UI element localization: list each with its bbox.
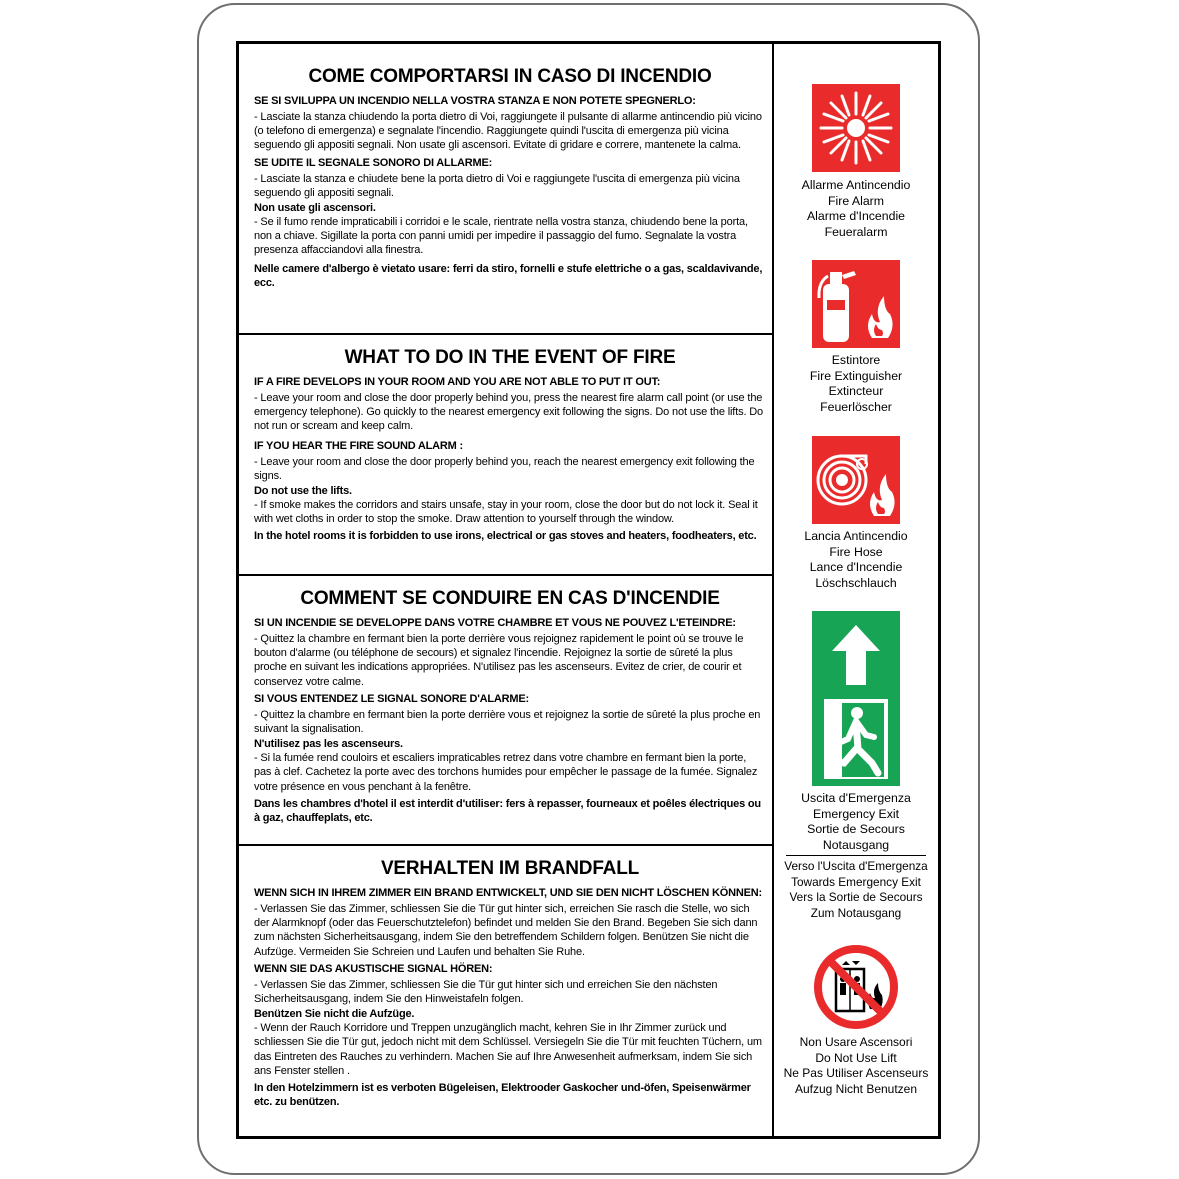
warning-text: In the hotel rooms it is forbidden to use irons, electrical or gas stoves and heaters, foodheaters, etc. <box>254 530 757 543</box>
caption-line: Notausgang <box>822 837 890 852</box>
caption-line: Allarme Antincendio <box>801 178 911 192</box>
instruction-text: - Lasciate la stanza e chiudete bene la porta dietro di Voi e raggiungete l'uscita di emergenza più vicina seguendo gli appositi segnali. <box>254 172 740 199</box>
caption-line: Estintore <box>831 353 881 367</box>
section-title: COME COMPORTARSI IN CASO DI INCENDIO <box>308 66 712 87</box>
caption-line: Feueralarm <box>824 224 888 239</box>
section-english <box>239 333 772 574</box>
warning-text: Nelle camere d'albergo è vietato usare: ferri da stiro, fornelli e stufe elettriche o a gas, scaldavivande, ecc. <box>254 262 763 289</box>
section-heading: WENN SICH IN IHREM ZIMMER EIN BRAND ENTWICKELT, UND SIE DEN NICHT LÖSCHEN KÖNNEN: <box>254 887 762 899</box>
caption-line: Do Not Use Lift <box>815 1050 897 1065</box>
caption-line: Lancia Antincendio <box>804 529 908 543</box>
warning-text: In den Hotelzimmern ist es verboten Bügeleisen, Elektrooder Gaskocher und-öfen, Speisenwärmer etc. zu benützen. <box>254 1082 751 1109</box>
instruction-text: - Wenn der Rauch Korridore und Treppen unzugänglich macht, kehren Sie in Ihr Zimmer zurück und schliessen Sie die Tür gut, jedoch nicht mit dem Schlüssel. Versiegeln Sie die Tür mit feuchten Tüchern, um das Eintreten des Rauches zu verhindern. Machen Sie auf Ihre Anwesenheit aufmerksam, indem Sie sich ans Fenster stellen . <box>254 1022 762 1077</box>
section-heading: SI VOUS ENTENDEZ LE SIGNAL SONORE D'ALARME: <box>254 692 529 705</box>
caption-line: Fire Extinguisher <box>809 368 903 383</box>
caption-line: Zum Notausgang <box>810 905 902 920</box>
section-italian <box>239 44 772 333</box>
instruction-text: - Leave your room and close the door properly behind you, press the nearest fire alarm call point (or use the emergency telephone). Go quickly to the nearest emergency exit following the signs. Do not use the lifts. Do not run or scream and keep calm. <box>254 392 764 433</box>
caption-divider <box>786 855 926 856</box>
symbols-column <box>772 44 938 1136</box>
section-title: COMMENT SE CONDUIRE EN CAS D'INCENDIE <box>300 588 720 609</box>
fire-extinguisher-caption <box>774 353 938 415</box>
instruction-text: - Verlassen Sie das Zimmer, schliessen Sie die Tür gut hinter sich und erreichen Sie den nächsten Sicherheitsausgang, indem Sie den Hinweistafeln folgen. <box>254 978 718 1006</box>
caption-line: Emergency Exit <box>812 806 900 821</box>
caption-line: Fire Hose <box>829 544 883 559</box>
caption-line: Löschschlauch <box>815 575 897 590</box>
section-heading: SI UN INCENDIE SE DEVELOPPE DANS VOTRE CHAMBRE ET VOUS NE POUVEZ L'ETEINDRE: <box>254 617 736 629</box>
instruction-text: - Quittez la chambre en fermant bien la porte derrière vous rejoignez rapidement le point où se trouve le bouton d'alarme (ou téléphone de secours) et signalez l'incendie. Rejoignez la sortie de sûreté la plus proche en suivant les indications appropriées. N'utilisez pas les ascenseurs. Evitez de crier, de courir et conservez votre calme. <box>254 633 744 688</box>
caption-line: Sortie de Secours <box>807 822 905 837</box>
exit-direction-caption <box>774 859 938 921</box>
warning-text: N'utilisez pas les ascenseurs. <box>254 738 403 751</box>
fire-hose-icon <box>812 436 900 524</box>
fire-alarm-icon <box>812 84 900 172</box>
instruction-text: - Verlassen Sie das Zimmer, schliessen Sie die Tür gut hinter sich, erreichen Sie rasch die Stelle, wo sich der Alarmknopf (oder das Feuerschutztelefon) befindet und melden Sie den Brand. Begeben Sie sich dann zum nächsten Sicherheitsausgang, indem Sie den betreffendem Schildern folgen. Benützen Sie nicht die Aufzüge. Vermeiden Sie Schreien und Laufen und behalten Sie Ruhe. <box>254 903 758 958</box>
caption-line: Verso l'Uscita d'Emergenza <box>784 859 928 873</box>
caption-line: Non Usare Ascensori <box>799 1035 913 1049</box>
section-heading: IF YOU HEAR THE FIRE SOUND ALARM : <box>254 439 463 452</box>
instructions-column <box>239 44 772 1136</box>
section-title: WHAT TO DO IN THE EVENT OF FIRE <box>344 347 676 368</box>
caption-line: Feuerlöscher <box>820 399 892 414</box>
instruction-text: - Quittez la chambre en fermant bien la porte derrière vous et rejoignez la sortie de sûreté la plus proche en suivant la signalisation. <box>254 708 761 736</box>
caption-line: Lance d'Incendie <box>809 560 903 575</box>
instruction-text: - If smoke makes the corridors and stairs unsafe, stay in your room, close the door but do not lock it. Seal it with wet cloths in order to stop the smoke. Draw attention to yourself through the window. <box>254 499 758 526</box>
no-lift-caption <box>774 1035 938 1097</box>
section-heading: WENN SIE DAS AKUSTISCHE SIGNAL HÖREN: <box>254 962 493 975</box>
sign-frame <box>236 41 941 1139</box>
instruction-text: - Lasciate la stanza chiudendo la porta dietro di Voi, raggiungete il pulsante di allarme antincendio più vicino (o telefono di emergenza) e segnalate l'incendio. Raggiungete quindi l'uscita di emergenza più vicina seguendo gli appositi segnali. Non usate gli ascensori. Evitate di gridare e correre, mantenete la calma. <box>254 111 762 152</box>
caption-line: Fire Alarm <box>827 193 885 208</box>
fire-extinguisher-icon <box>812 260 900 348</box>
fire-hose-caption <box>774 529 938 591</box>
section-heading: IF A FIRE DEVELOPS IN YOUR ROOM AND YOU ARE NOT ABLE TO PUT IT OUT: <box>254 376 661 388</box>
instruction-text: - Leave your room and close the door properly behind you, reach the nearest emergency exit following the signs. <box>254 455 755 482</box>
caption-line: Ne Pas Utiliser Ascenseurs <box>783 1066 929 1081</box>
caption-line: Aufzug Nicht Benutzen <box>794 1081 918 1096</box>
section-french <box>239 574 772 844</box>
warning-text: Benützen Sie nicht die Aufzüge. <box>254 1008 415 1021</box>
section-heading: SE UDITE IL SEGNALE SONORO DI ALLARME: <box>254 156 493 169</box>
section-heading: SE SI SVILUPPA UN INCENDIO NELLA VOSTRA STANZA E NON POTETE SPEGNERLO: <box>254 95 696 107</box>
caption-line: Towards Emergency Exit <box>791 874 921 889</box>
emergency-exit-icon <box>812 611 900 786</box>
caption-line: Extincteur <box>828 384 884 399</box>
no-lift-icon <box>812 943 900 1031</box>
caption-line: Uscita d'Emergenza <box>801 791 911 805</box>
warning-text: Non usate gli ascensori. <box>254 202 376 215</box>
instruction-text: - Si la fumée rend couloirs et escaliers impraticables retrez dans votre chambre en fermant bien la porte, pas à clef. Cachetez la porte avec des torchons humides pour empêcher le passage de la fumée. Signalez votre présence en vous penchant à la fenêtre. <box>254 752 758 793</box>
caption-line: Vers la Sortie de Secours <box>789 890 923 905</box>
warning-text: Dans les chambres d'hotel il est interdit d'utiliser: fers à repasser, fourneaux et poêles électriques ou à gaz, chauffeplats, etc. <box>254 797 761 824</box>
caption-line: Alarme d'Incendie <box>806 209 906 224</box>
emergency-exit-caption <box>774 791 938 853</box>
fire-alarm-caption <box>774 178 938 240</box>
section-title: VERHALTEN IM BRANDFALL <box>380 858 640 879</box>
warning-text: Do not use the lifts. <box>254 485 352 498</box>
section-german <box>239 844 772 1136</box>
instruction-text: - Se il fumo rende impraticabili i corridoi e le scale, rientrate nella vostra stanza, chiudendo bene la porta, non a chiave. Sigillate la porta con panni umidi per impedire il passaggio del fumo. Segnalate la vostra presenza affacciandovi alla finestra. <box>254 216 748 257</box>
